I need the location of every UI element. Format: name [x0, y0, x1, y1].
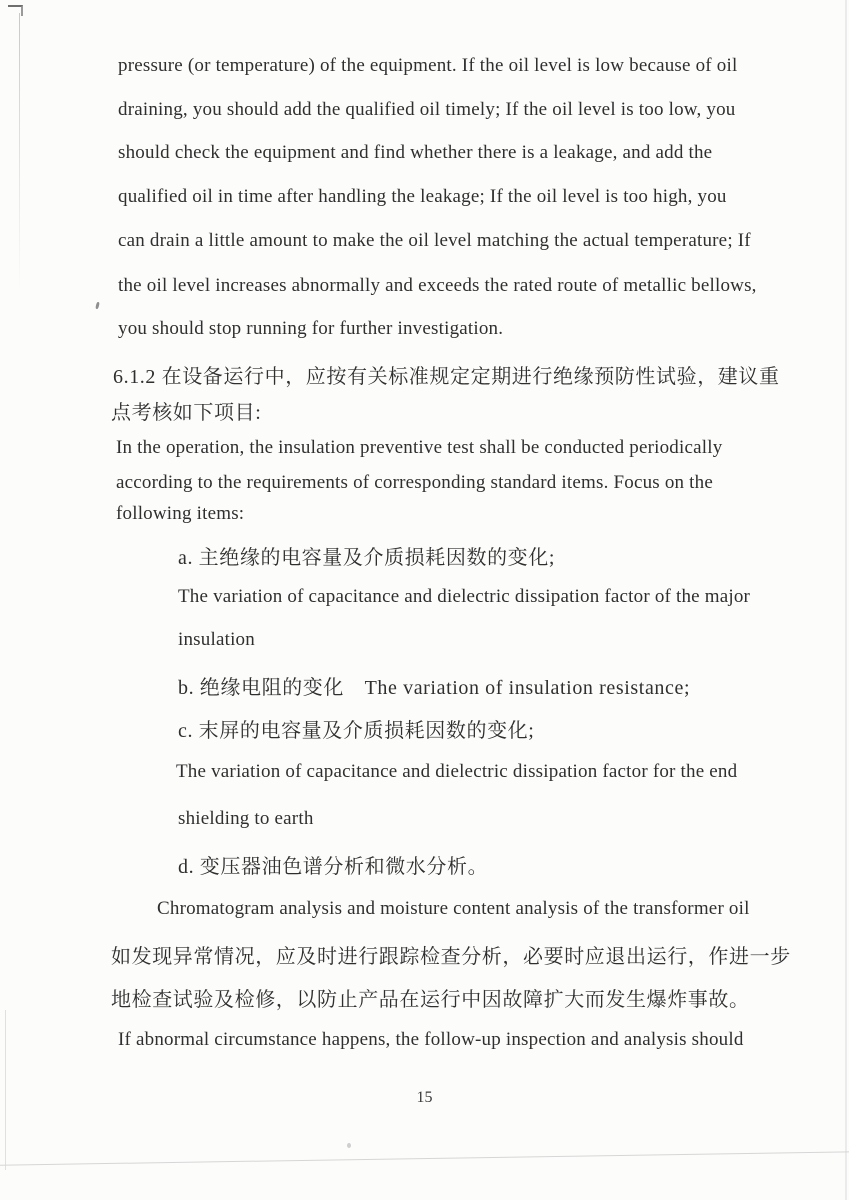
list-item-d: d. 变压器油色谱分析和微水分析。	[178, 856, 489, 878]
scan-speck	[347, 1143, 351, 1148]
text-line: according to the requirements of corresponding standard items. Focus on the	[116, 472, 713, 493]
scan-bottom-paper-edge	[0, 1151, 849, 1166]
text-line: you should stop running for further investigation.	[118, 318, 504, 339]
scan-right-edge-shadow	[845, 0, 847, 1200]
text-line: following items:	[116, 503, 245, 524]
section-heading-line: 6.1.2 在设备运行中，应按有关标准规定定期进行绝缘预防性试验，建议重	[113, 366, 780, 388]
list-item-c: c. 末屏的电容量及介质损耗因数的变化;	[178, 720, 535, 742]
text-line: The variation of capacitance and dielectric dissipation factor for the end	[176, 761, 738, 782]
text-line: 地检查试验及检修，以防止产品在运行中因故障扩大而发生爆炸事故。	[111, 989, 750, 1011]
text-line: qualified oil in time after handling the leakage; If the oil level is too high, you	[118, 186, 727, 207]
text-line: the oil level increases abnormally and exceeds the rated route of metallic bellows,	[118, 275, 757, 296]
text-line: insulation	[178, 629, 255, 650]
text-line: 如发现异常情况，应及时进行跟踪检查分析，必要时应退出运行，作进一步	[111, 946, 791, 968]
section-heading-line: 点考核如下项目:	[111, 402, 262, 424]
text-line: draining, you should add the qualified oil timely; If the oil level is too low, you	[118, 99, 736, 120]
text-line: In the operation, the insulation preventive test shall be conducted periodically	[116, 437, 723, 458]
text-line: should check the equipment and find whether there is a leakage, and add the	[118, 142, 713, 163]
page-number: 15	[416, 1089, 433, 1106]
scan-speck	[95, 302, 100, 310]
text-line: If abnormal circumstance happens, the follow-up inspection and analysis should	[118, 1029, 744, 1050]
text-line: can drain a little amount to make the oil level matching the actual temperature; If	[118, 230, 751, 251]
list-item-a: a. 主绝缘的电容量及介质损耗因数的变化;	[178, 547, 556, 569]
text-line: The variation of capacitance and dielectric dissipation factor of the major	[178, 586, 751, 607]
list-item-b: b. 绝缘电阻的变化 The variation of insulation resistance;	[178, 677, 691, 699]
text-line: shielding to earth	[178, 808, 314, 829]
text-line: pressure (or temperature) of the equipment. If the oil level is low because of oil	[118, 55, 738, 76]
scan-left-edge-line-top	[19, 13, 20, 293]
scan-corner-mark	[8, 5, 23, 16]
text-line: Chromatogram analysis and moisture content analysis of the transformer oil	[157, 898, 750, 919]
